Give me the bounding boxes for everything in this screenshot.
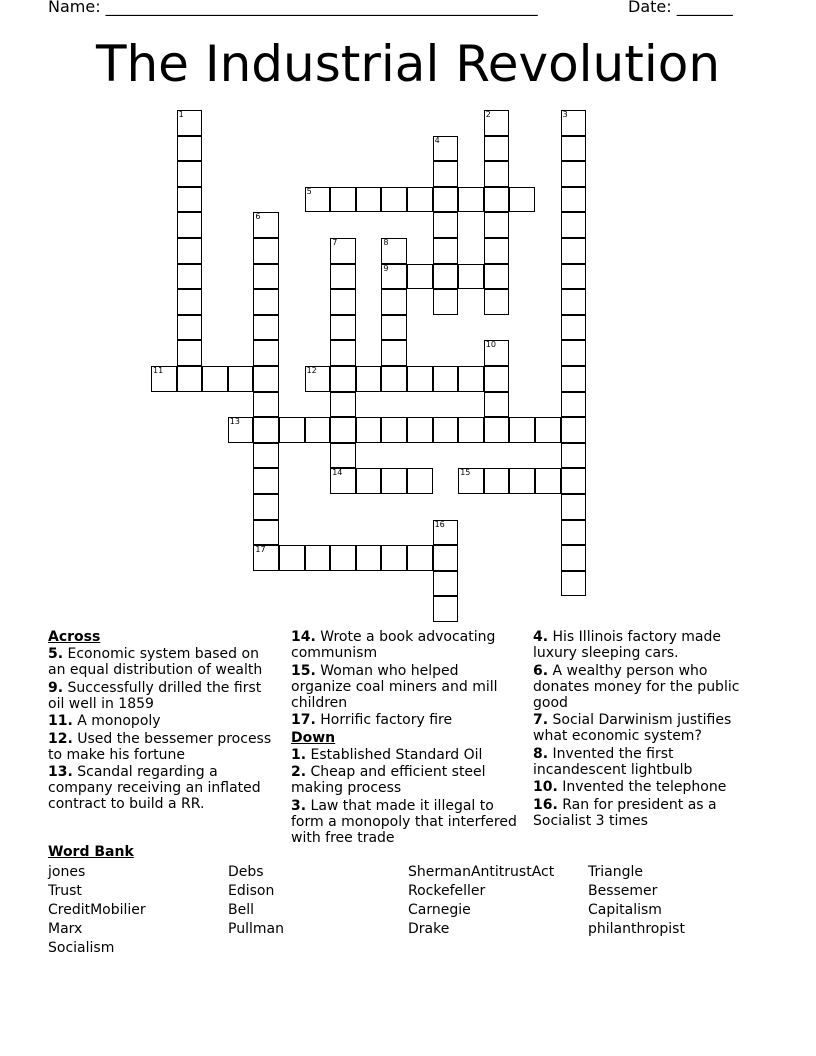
down-clue-8 xyxy=(533,746,765,778)
crossword-cell[interactable] xyxy=(458,468,484,494)
across-clue-9 xyxy=(48,680,273,712)
word-bank-column-4 xyxy=(588,863,685,939)
clue-text: Established Standard Oil xyxy=(310,746,483,763)
crossword-cell[interactable] xyxy=(253,417,279,443)
cell-number: 5 xyxy=(306,186,312,196)
word-bank-entry: CreditMobilier xyxy=(48,902,146,918)
crossword-cell[interactable] xyxy=(509,187,535,213)
down-clue-2 xyxy=(291,764,523,796)
word-bank-entry: Socialism xyxy=(48,940,115,956)
crossword-cell[interactable] xyxy=(561,289,587,315)
crossword-cell[interactable] xyxy=(305,545,331,571)
header xyxy=(0,0,816,20)
crossword-cell[interactable] xyxy=(330,366,356,392)
cell-number: 12 xyxy=(306,366,317,375)
clue-text: Horrific factory fire xyxy=(320,712,453,728)
crossword-cell[interactable] xyxy=(253,443,279,469)
clues-column-3 xyxy=(533,629,765,830)
word-bank-entry: Trust xyxy=(48,883,82,899)
clues-column-2 xyxy=(291,629,523,847)
crossword-cell[interactable] xyxy=(484,238,510,264)
crossword-cell[interactable] xyxy=(433,264,459,290)
crossword-cell[interactable] xyxy=(561,136,587,162)
word-bank-entry: ShermanAntitrustAct xyxy=(408,864,555,880)
cell-number: 10 xyxy=(485,340,496,350)
across-clue-15 xyxy=(291,663,523,711)
crossword-cell[interactable] xyxy=(381,366,407,392)
clue-text: Scandal regarding a company receiving an inflated contract to build a RR. xyxy=(48,764,261,812)
clue-text: Woman who helped organize coal miners and mill children xyxy=(291,662,498,711)
clue-text: A monopoly xyxy=(77,713,161,729)
crossword-cell[interactable] xyxy=(177,289,203,315)
crossword-cell[interactable] xyxy=(561,417,587,443)
cell-number: 6 xyxy=(255,212,261,222)
crossword-cell[interactable] xyxy=(381,187,407,213)
crossword-cell[interactable] xyxy=(330,468,356,494)
clue-text: Ran for president as a Socialist 3 times xyxy=(533,796,717,829)
down-clue-6 xyxy=(533,663,765,711)
crossword-cell[interactable] xyxy=(253,264,279,290)
across-clue-11 xyxy=(48,713,273,729)
clue-text: His Illinois factory made luxury sleeping cars. xyxy=(533,629,722,661)
clue-text: Invented the telephone xyxy=(562,779,727,795)
crossword-cell[interactable] xyxy=(330,289,356,315)
crossword-cell[interactable] xyxy=(305,417,331,443)
crossword-cell[interactable] xyxy=(484,187,510,213)
crossword-cell[interactable] xyxy=(433,187,459,213)
word-bank-heading: Word Bank xyxy=(48,844,134,860)
word-bank-column-1 xyxy=(48,863,146,958)
crossword-cell[interactable] xyxy=(484,366,510,392)
clue-text: Used the bessemer process to make his fortune xyxy=(48,730,272,763)
crossword-cell[interactable] xyxy=(381,289,407,315)
word-bank-entry: Triangle xyxy=(588,864,643,880)
cell-number: 16 xyxy=(434,519,445,529)
crossword-cell[interactable] xyxy=(330,417,356,443)
clue-number: 5. xyxy=(48,646,64,662)
crossword-cell[interactable] xyxy=(561,264,587,290)
crossword-cell[interactable] xyxy=(330,264,356,290)
clue-number: 10. xyxy=(533,779,558,795)
crossword-cell[interactable] xyxy=(433,136,459,162)
crossword-cell[interactable] xyxy=(202,366,228,392)
crossword-cell[interactable] xyxy=(253,238,279,264)
crossword-cell[interactable] xyxy=(561,340,587,366)
crossword-cell[interactable] xyxy=(433,417,459,443)
across-clue-5 xyxy=(48,646,273,678)
clue-text: Invented the first incandescent lightbulb xyxy=(533,745,693,778)
crossword-cell[interactable] xyxy=(356,468,382,494)
date-field-label[interactable]: Date: _______ xyxy=(628,0,733,16)
crossword-cell[interactable] xyxy=(561,545,587,571)
crossword-cell[interactable] xyxy=(535,468,561,494)
clue-number: 16. xyxy=(533,796,558,813)
crossword-cell[interactable] xyxy=(484,340,510,366)
crossword-cell[interactable] xyxy=(330,545,356,571)
crossword-cell[interactable] xyxy=(561,392,587,418)
clue-number: 14. xyxy=(291,629,316,645)
crossword-cell[interactable] xyxy=(177,212,203,238)
down-clue-16 xyxy=(533,797,765,829)
crossword-cell[interactable] xyxy=(330,187,356,213)
crossword-cell[interactable] xyxy=(356,417,382,443)
word-bank-column-2 xyxy=(228,863,284,939)
crossword-cell[interactable] xyxy=(381,264,407,290)
crossword-cell[interactable] xyxy=(433,596,459,622)
crossword-cell[interactable] xyxy=(330,238,356,264)
clue-number: 6. xyxy=(533,662,549,679)
crossword-cell[interactable] xyxy=(561,315,587,341)
cell-number: 15 xyxy=(460,468,471,478)
crossword-cell[interactable] xyxy=(253,468,279,494)
crossword-cell[interactable] xyxy=(509,468,535,494)
word-bank-entry: Bell xyxy=(228,902,254,918)
word-bank-entry: Pullman xyxy=(228,921,284,937)
word-bank-entry: Marx xyxy=(48,921,83,937)
crossword-cell[interactable] xyxy=(561,571,587,597)
cell-number: 2 xyxy=(485,110,491,119)
crossword-cell[interactable] xyxy=(433,366,459,392)
crossword-cell[interactable] xyxy=(253,212,279,238)
crossword-cell[interactable] xyxy=(356,545,382,571)
crossword-cell[interactable] xyxy=(433,212,459,238)
clue-number: 9. xyxy=(48,679,64,696)
word-bank-entry: Rockefeller xyxy=(408,883,486,899)
crossword-cell[interactable] xyxy=(433,238,459,264)
clue-number: 2. xyxy=(291,764,307,780)
crossword-cell[interactable] xyxy=(177,264,203,290)
crossword-cell[interactable] xyxy=(356,187,382,213)
across-clue-14 xyxy=(291,629,523,661)
word-bank-entry: Carnegie xyxy=(408,902,471,918)
crossword-cell[interactable] xyxy=(228,366,254,392)
word-bank-entry: Drake xyxy=(408,921,450,937)
clue-text: Cheap and efficient steel making process xyxy=(291,764,486,796)
cell-number: 8 xyxy=(383,238,389,247)
clue-text: Social Darwinism justifies what economic system? xyxy=(533,712,732,744)
crossword-cell[interactable] xyxy=(484,392,510,418)
clue-number: 7. xyxy=(533,712,549,728)
crossword-cell[interactable] xyxy=(484,289,510,315)
crossword-cell[interactable] xyxy=(279,417,305,443)
crossword-cell[interactable] xyxy=(305,366,331,392)
crossword-cell[interactable] xyxy=(177,238,203,264)
crossword-cell[interactable] xyxy=(330,443,356,469)
crossword-cell[interactable] xyxy=(433,520,459,546)
crossword-cell[interactable] xyxy=(330,315,356,341)
crossword-cell[interactable] xyxy=(433,571,459,597)
crossword-cell[interactable] xyxy=(561,212,587,238)
crossword-cell[interactable] xyxy=(484,468,510,494)
page-title: The Industrial Revolution xyxy=(95,35,721,93)
crossword-cell[interactable] xyxy=(356,366,382,392)
clue-number: 3. xyxy=(291,797,307,814)
clue-number: 1. xyxy=(291,746,307,763)
crossword-cell[interactable] xyxy=(484,110,510,136)
crossword-cell[interactable] xyxy=(381,468,407,494)
word-bank-entry: Edison xyxy=(228,883,275,899)
down-clue-7 xyxy=(533,712,765,744)
clue-number: 4. xyxy=(533,629,549,645)
clue-number: 13. xyxy=(48,764,73,780)
crossword-cell[interactable] xyxy=(484,264,510,290)
crossword-cell[interactable] xyxy=(458,264,484,290)
crossword-cell[interactable] xyxy=(177,110,203,136)
clue-text: Economic system based on an equal distribution of wealth xyxy=(48,646,263,678)
crossword-cell[interactable] xyxy=(253,340,279,366)
crossword-cell[interactable] xyxy=(381,238,407,264)
down-clue-10 xyxy=(533,779,765,795)
crossword-cell[interactable] xyxy=(407,366,433,392)
clue-number: 17. xyxy=(291,712,316,728)
crossword-cell[interactable] xyxy=(177,315,203,341)
crossword-cell[interactable] xyxy=(509,417,535,443)
crossword-cell[interactable] xyxy=(177,136,203,162)
name-field-label[interactable]: Name: ______________________________________________________ xyxy=(48,0,538,16)
cell-number: 11 xyxy=(153,366,164,375)
across-clue-17 xyxy=(291,712,523,728)
crossword-cell[interactable] xyxy=(253,366,279,392)
cell-number: 9 xyxy=(383,263,389,273)
crossword-cell[interactable] xyxy=(561,161,587,187)
crossword-cell[interactable] xyxy=(561,110,587,136)
crossword-cell[interactable] xyxy=(484,417,510,443)
crossword-cell[interactable] xyxy=(407,264,433,290)
word-bank-entry: Capitalism xyxy=(588,902,662,918)
crossword-cell[interactable] xyxy=(330,392,356,418)
cell-number: 4 xyxy=(434,135,440,145)
clue-number: 8. xyxy=(533,745,549,762)
clue-number: 15. xyxy=(291,662,316,679)
crossword-cell[interactable] xyxy=(458,366,484,392)
crossword-cell[interactable] xyxy=(228,417,254,443)
crossword-cell[interactable] xyxy=(433,289,459,315)
word-bank-entry: Bessemer xyxy=(588,883,658,899)
crossword-cell[interactable] xyxy=(253,392,279,418)
crossword-cell[interactable] xyxy=(561,468,587,494)
clues-column-1 xyxy=(48,629,273,814)
clue-text: A wealthy person who donates money for the public good xyxy=(533,662,740,711)
cell-number: 7 xyxy=(332,238,338,247)
cell-number: 14 xyxy=(332,468,343,478)
across-clue-13 xyxy=(48,764,273,812)
crossword-cell[interactable] xyxy=(177,340,203,366)
crossword-cell[interactable] xyxy=(561,238,587,264)
crossword-cell[interactable] xyxy=(305,187,331,213)
clue-text: Wrote a book advocating communism xyxy=(291,629,496,661)
clue-text: Successfully drilled the first oil well in 1859 xyxy=(48,679,262,712)
cell-number: 17 xyxy=(255,545,266,555)
crossword-cell[interactable] xyxy=(458,417,484,443)
crossword-cell[interactable] xyxy=(381,417,407,443)
down-clue-3 xyxy=(291,798,523,846)
crossword-cell[interactable] xyxy=(433,161,459,187)
crossword-cell[interactable] xyxy=(381,315,407,341)
crossword-cell[interactable] xyxy=(433,545,459,571)
down-clue-1 xyxy=(291,747,523,763)
crossword-cell[interactable] xyxy=(484,136,510,162)
crossword-cell[interactable] xyxy=(381,340,407,366)
crossword-cell[interactable] xyxy=(381,545,407,571)
crossword-cell[interactable] xyxy=(561,520,587,546)
crossword-cell[interactable] xyxy=(151,366,177,392)
crossword-cell[interactable] xyxy=(253,289,279,315)
down-heading: Down xyxy=(291,729,336,746)
down-clue-4 xyxy=(533,629,765,661)
cell-number: 3 xyxy=(562,110,568,119)
crossword-cell[interactable] xyxy=(561,366,587,392)
crossword-cell[interactable] xyxy=(561,187,587,213)
crossword-cell[interactable] xyxy=(177,187,203,213)
across-clue-12 xyxy=(48,731,273,763)
crossword-cell[interactable] xyxy=(561,443,587,469)
word-bank-entry: philanthropist xyxy=(588,921,685,937)
word-bank-column-3 xyxy=(408,863,554,939)
crossword-cell[interactable] xyxy=(458,187,484,213)
cell-number: 13 xyxy=(229,417,240,427)
crossword-cell[interactable] xyxy=(253,545,279,571)
crossword-cell[interactable] xyxy=(407,187,433,213)
crossword-cell[interactable] xyxy=(330,340,356,366)
crossword-cell[interactable] xyxy=(177,161,203,187)
crossword-cell[interactable] xyxy=(253,520,279,546)
crossword-cell[interactable] xyxy=(407,468,433,494)
clue-number: 11. xyxy=(48,713,73,729)
clue-number: 12. xyxy=(48,730,73,747)
crossword-cell[interactable] xyxy=(535,417,561,443)
crossword-cell[interactable] xyxy=(561,494,587,520)
crossword-cell[interactable] xyxy=(407,417,433,443)
crossword-cell[interactable] xyxy=(279,545,305,571)
crossword-cell[interactable] xyxy=(484,212,510,238)
crossword-cell[interactable] xyxy=(253,315,279,341)
clue-text: Law that made it illegal to form a monopoly that interfered with free trade xyxy=(291,797,517,846)
crossword-cell[interactable] xyxy=(177,366,203,392)
crossword-cell[interactable] xyxy=(253,494,279,520)
crossword-cell[interactable] xyxy=(484,161,510,187)
cell-number: 1 xyxy=(178,110,184,119)
crossword-cell[interactable] xyxy=(407,545,433,571)
word-bank-entry: jones xyxy=(48,864,86,880)
word-bank-entry: Debs xyxy=(228,864,264,880)
across-heading: Across xyxy=(48,629,101,645)
